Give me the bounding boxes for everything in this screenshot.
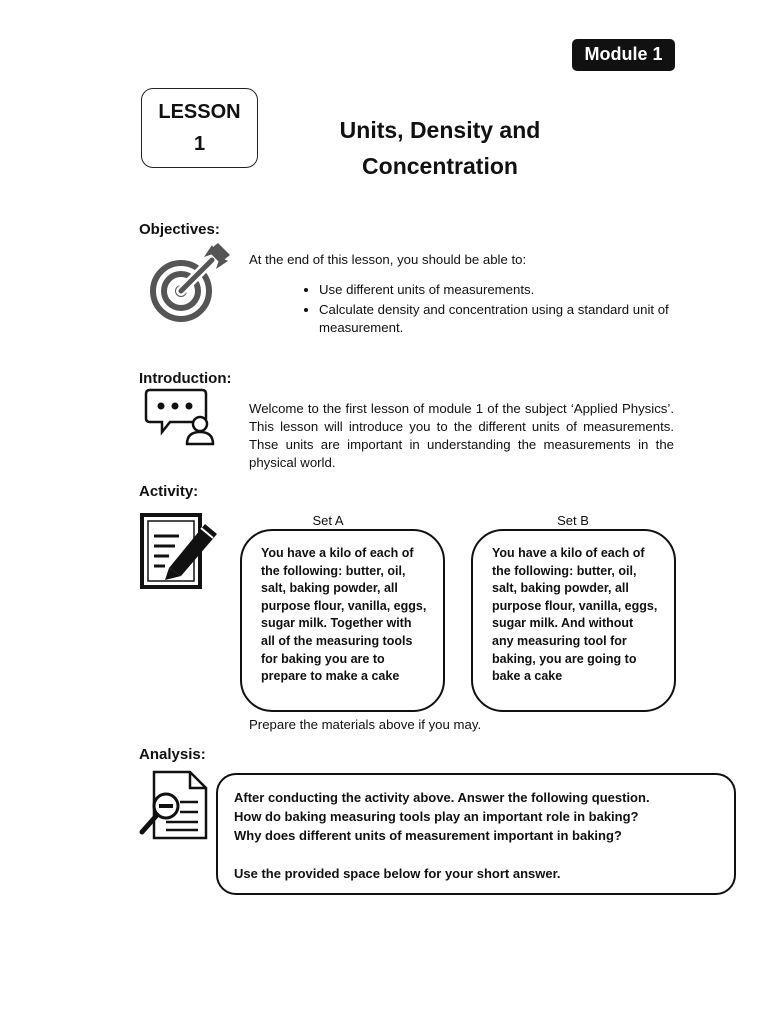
activity-heading: Activity: xyxy=(139,483,199,500)
lesson-number-box xyxy=(141,88,258,168)
page-title xyxy=(300,112,580,184)
analysis-line-4: Use the provided space below for your short answer. xyxy=(234,866,561,881)
set-a-card xyxy=(240,529,445,712)
set-b-text: You have a kilo of each of the following: butter, oil, salt, baking powder, all purpose flour, vanilla, eggs, sugar milk. And without any measuring tool for baking, you are going to bake a cake xyxy=(492,546,658,684)
analysis-heading: Analysis: xyxy=(139,746,206,763)
analysis-line-1: After conducting the activity above. Answer the following question. xyxy=(234,790,650,805)
set-a-label: Set A xyxy=(312,513,344,528)
document-pencil-icon xyxy=(139,512,221,592)
set-a-text: You have a kilo of each of the following: butter, oil, salt, baking powder, all purpose flour, vanilla, eggs, sugar milk. Together with all of the measuring tools for baking you are to prepare to make a cake xyxy=(261,546,427,684)
target-arrow-icon xyxy=(146,243,232,325)
lesson-label: LESSON xyxy=(158,101,241,123)
introduction-heading: Introduction: xyxy=(139,370,232,387)
analysis-question-box xyxy=(216,773,736,895)
objective-item: • Calculate density and concentration using a standard unit of measurement. xyxy=(319,301,679,337)
module-badge: Module 1 xyxy=(572,39,675,71)
objectives-list xyxy=(299,281,679,339)
analysis-line-2: How do baking measuring tools play an important role in baking? xyxy=(234,809,639,824)
spacer xyxy=(234,845,718,864)
set-b-card xyxy=(471,529,676,712)
lesson-number: 1 xyxy=(193,133,206,155)
introduction-text: Welcome to the first lesson of module 1 of the subject ‘Applied Physics’. This lesson will introduce you to the different units of measurements. Thse units are important in understanding the measurements in the physical world. xyxy=(249,401,674,470)
title-line-2: Concentration xyxy=(362,153,518,179)
set-b-label: Set B xyxy=(557,513,589,528)
activity-note: Prepare the materials above if you may. xyxy=(249,717,482,732)
analysis-line-3: Why does different units of measurement important in baking? xyxy=(234,828,622,843)
magnifier-document-icon xyxy=(136,770,212,842)
title-line-1: Units, Density and xyxy=(339,117,541,143)
chat-person-icon xyxy=(144,388,218,446)
objectives-intro: At the end of this lesson, you should be able to: xyxy=(249,252,527,267)
objective-item: • Use different units of measurements. xyxy=(319,281,679,299)
objectives-heading: Objectives: xyxy=(139,221,220,238)
